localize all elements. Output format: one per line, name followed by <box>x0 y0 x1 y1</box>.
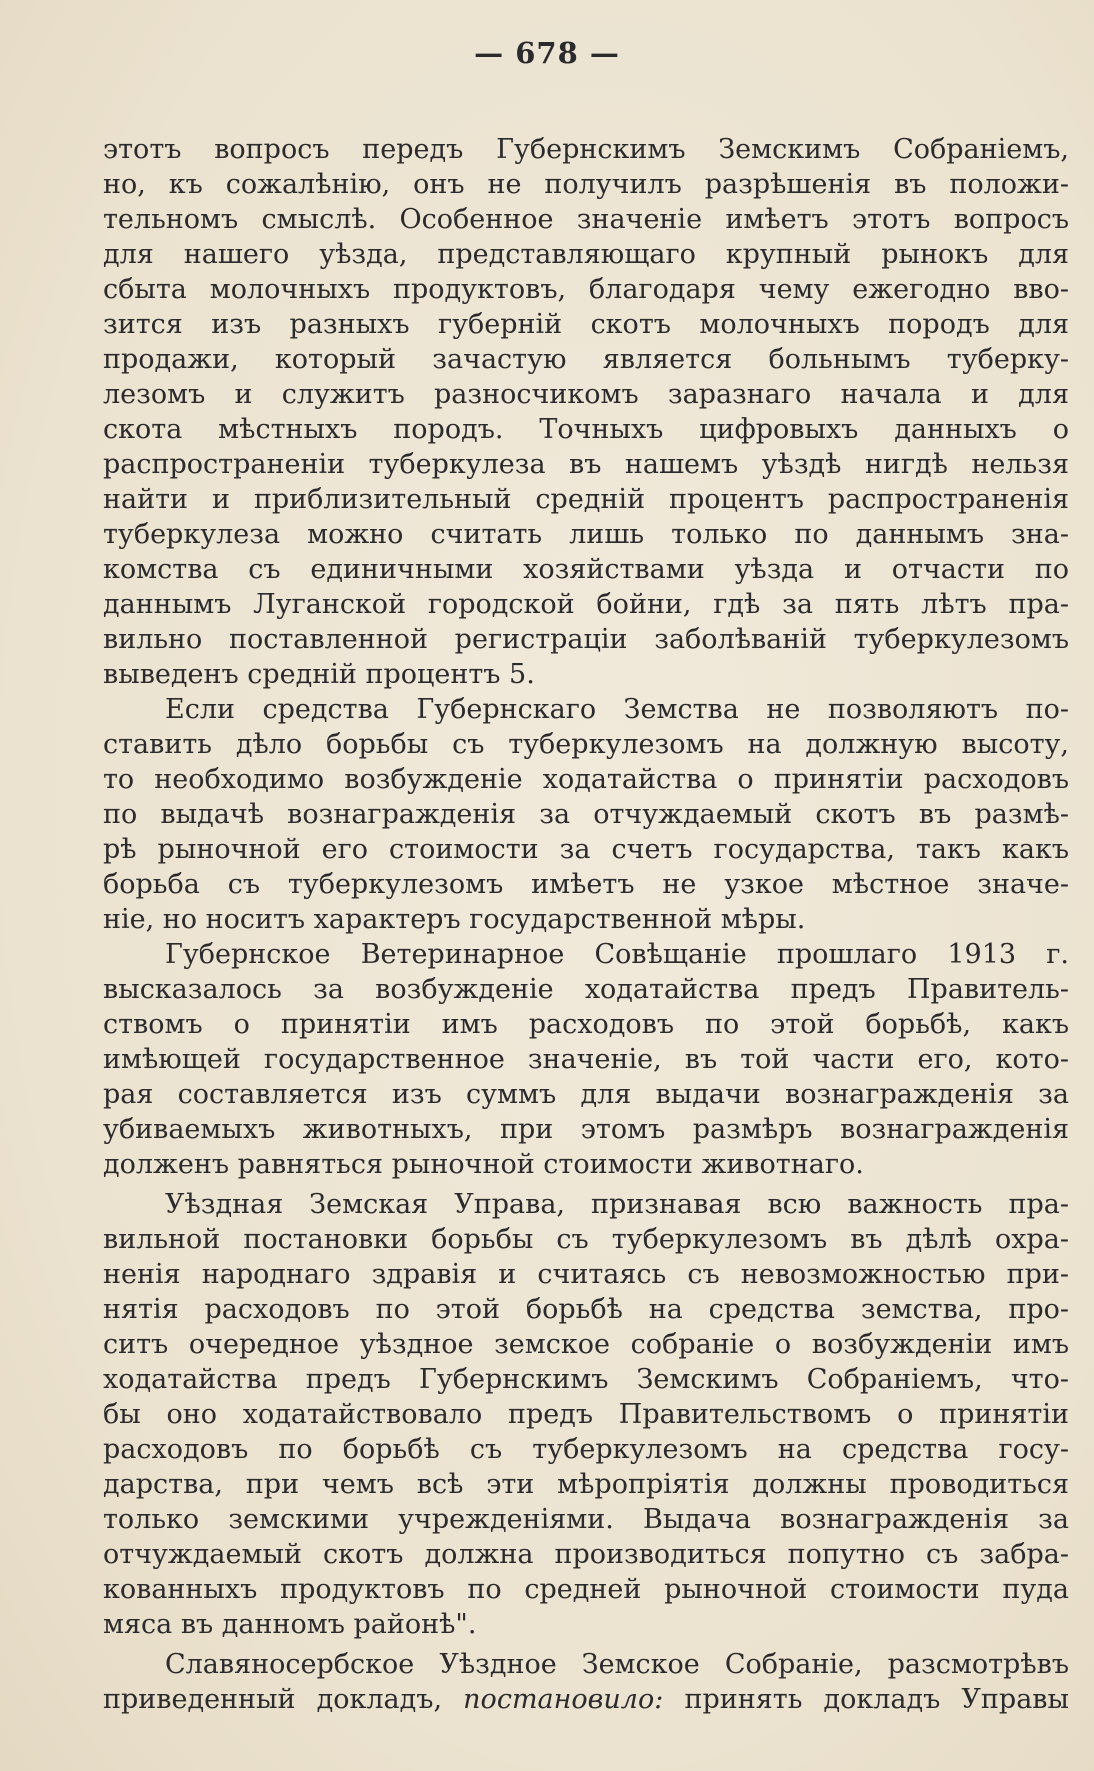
text-line: даннымъ Луганской городской бойни, гдѣ за пять лѣтъ пра- <box>103 589 1069 620</box>
text-line: по выдачѣ вознагражденія за отчуждаемый скотъ въ размѣ- <box>103 799 1069 830</box>
text-line: вильной постановки борьбы съ туберкулезомъ въ дѣлѣ охра- <box>103 1224 1069 1255</box>
page-number: — 678 — <box>474 36 620 70</box>
text-line: вильно поставленной регистраціи заболѣваній туберкулезомъ <box>103 624 1069 655</box>
paragraph <box>103 692 1069 937</box>
text-line: распространеніи туберкулеза въ нашемъ уѣздѣ нигдѣ нельзя <box>103 449 1069 480</box>
text-line: тельномъ смыслѣ. Особенное значеніе имѣетъ этотъ вопросъ <box>103 204 1069 235</box>
paragraph <box>103 1187 1069 1642</box>
paragraph <box>103 937 1069 1182</box>
text-line: бы оно ходатайствовало предъ Правительствомъ о принятіи <box>103 1399 1069 1430</box>
paragraph <box>103 132 1069 692</box>
text-line: рѣ рыночной его стоимости за счетъ государства, такъ какъ <box>103 834 1069 865</box>
text-line: но, къ сожалѣнію, онъ не получилъ разрѣшенія въ положи- <box>103 169 1069 200</box>
text-line: зится изъ разныхъ губерній скотъ молочныхъ породъ для <box>103 309 1069 340</box>
body-text <box>103 132 1069 1717</box>
text-line-mixed <box>103 1682 1069 1717</box>
text-line: кованныхъ продуктовъ по средней рыночной стоимости пуда <box>103 1574 1069 1605</box>
text-line: лезомъ и служитъ разносчикомъ заразнаго начала и для <box>103 379 1069 410</box>
text-line: Если средства Губернскаго Земства не позволяютъ по- <box>165 694 1069 725</box>
text-run: приведенный докладъ, <box>103 1684 443 1715</box>
text-line: скота мѣстныхъ породъ. Точныхъ цифровыхъ данныхъ о <box>103 414 1069 445</box>
text-line: имѣющей государственное значеніе, въ той части его, кото- <box>103 1044 1069 1075</box>
emphasis-text: постановило: <box>463 1684 664 1715</box>
text-line: нятія расходовъ по этой борьбѣ на средства земства, про- <box>103 1294 1069 1325</box>
text-line: мяса въ данномъ районѣ". <box>103 1609 477 1640</box>
text-line: ствомъ о принятіи имъ расходовъ по этой борьбѣ, какъ <box>103 1009 1069 1040</box>
text-line: ненія народнаго здравія и считаясь съ невозможностью при- <box>103 1259 1069 1290</box>
text-run: принять докладъ Управы <box>684 1684 1069 1715</box>
text-line: Славяносербское Уѣздное Земское Собраніе, разсмотрѣвъ <box>165 1649 1069 1680</box>
text-line: ходатайства предъ Губернскимъ Земскимъ Собраніемъ, что- <box>103 1364 1069 1395</box>
text-line: продажи, который зачастую является больнымъ туберку- <box>103 344 1069 375</box>
text-line: борьба съ туберкулезомъ имѣетъ не узкое мѣстное значе- <box>103 869 1069 900</box>
text-line: расходовъ по борьбѣ съ туберкулезомъ на средства госу- <box>103 1434 1069 1465</box>
text-line: высказалось за возбужденіе ходатайства предъ Правитель- <box>103 974 1069 1005</box>
text-line: ситъ очередное уѣздное земское собраніе о возбужденіи имъ <box>103 1329 1069 1360</box>
text-line: отчуждаемый скотъ должна производиться попутно съ забра- <box>103 1539 1069 1570</box>
text-line: Уѣздная Земская Управа, признавая всю важность пра- <box>165 1189 1069 1220</box>
text-line: для нашего уѣзда, представляющаго крупный рынокъ для <box>103 239 1069 270</box>
text-line: этотъ вопросъ передъ Губернскимъ Земскимъ Собраніемъ, <box>103 134 1069 165</box>
text-line: убиваемыхъ животныхъ, при этомъ размѣръ вознагражденія <box>103 1114 1069 1145</box>
text-line: то необходимо возбужденіе ходатайства о принятіи расходовъ <box>103 764 1069 795</box>
text-line: долженъ равняться рыночной стоимости животнаго. <box>103 1149 864 1180</box>
text-line: комства съ единичными хозяйствами уѣзда и отчасти по <box>103 554 1069 585</box>
text-line: сбыта молочныхъ продуктовъ, благодаря чему ежегодно вво- <box>103 274 1069 305</box>
text-line: ніе, но носитъ характеръ государственной мѣры. <box>103 904 806 935</box>
text-line: рая составляется изъ суммъ для выдачи вознагражденія за <box>103 1079 1069 1110</box>
closing-paragraph <box>103 1647 1069 1717</box>
text-line: найти и приблизительный средній процентъ распространенія <box>103 484 1069 515</box>
text-line: только земскими учрежденіями. Выдача вознагражденія за <box>103 1504 1069 1535</box>
text-line: ставить дѣло борьбы съ туберкулезомъ на должную высоту, <box>103 729 1069 760</box>
text-line: Губернское Ветеринарное Совѣщаніе прошлаго 1913 г. <box>165 939 1069 970</box>
text-line: дарства, при чемъ всѣ эти мѣропріятія должны проводиться <box>103 1469 1069 1500</box>
text-line: туберкулеза можно считать лишь только по даннымъ зна- <box>103 519 1069 550</box>
text-line: выведенъ средній процентъ 5. <box>103 659 535 690</box>
